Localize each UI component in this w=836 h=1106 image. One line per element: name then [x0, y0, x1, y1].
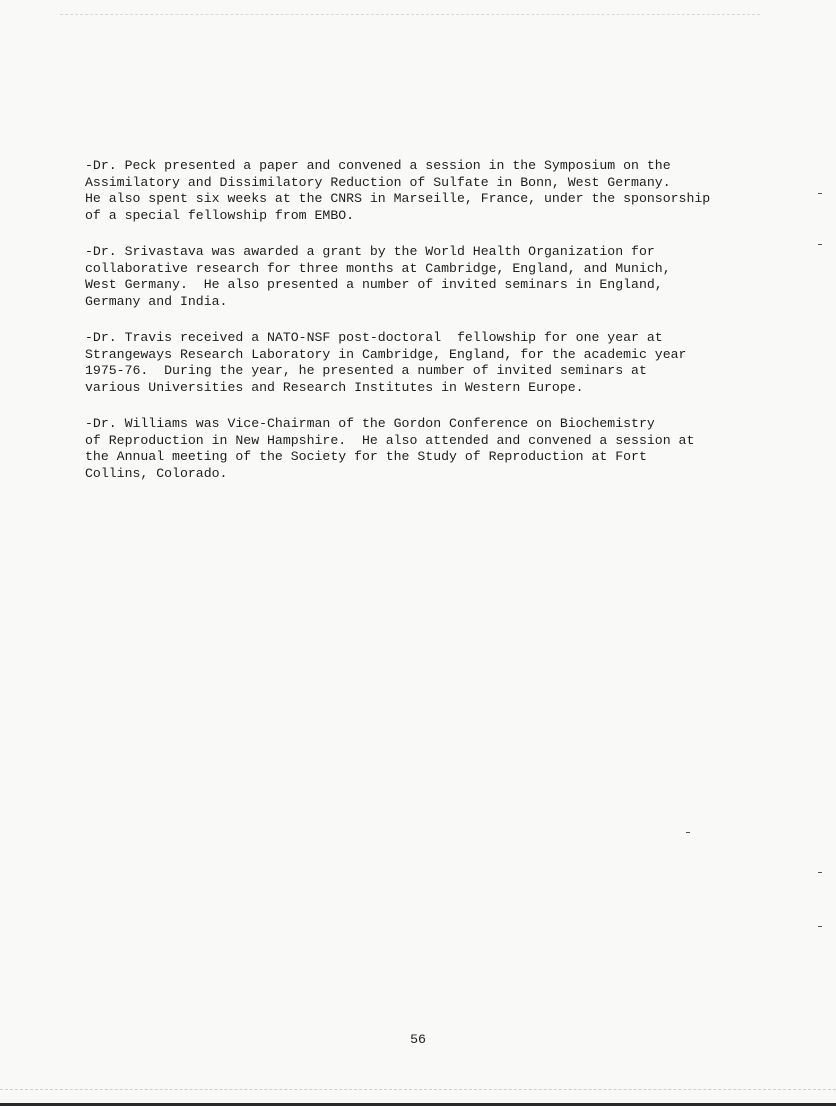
- scan-speck: [818, 926, 822, 927]
- paragraph-williams: [85, 416, 785, 482]
- text-line: -Dr. Travis received a NATO-NSF post-doctoral fellowship for one year at: [85, 330, 663, 345]
- text-line: -Dr. Srivastava was awarded a grant by the World Health Organization for: [85, 244, 655, 259]
- text-line: of Reproduction in New Hampshire. He also attended and convened a session at: [85, 432, 695, 448]
- text-line: -Dr. Peck presented a paper and convened a session in the Symposium on the: [85, 158, 671, 173]
- text-line: He also spent six weeks at the CNRS in Marseille, France, under the sponsorship: [85, 191, 711, 206]
- text-line: Assimilatory and Dissimilatory Reduction of Sulfate in Bonn, West Germany.: [85, 174, 671, 190]
- scan-speck: [818, 244, 822, 245]
- bottom-scan-edge: [0, 1089, 836, 1090]
- text-line: Strangeways Research Laboratory in Cambridge, England, for the academic year: [85, 346, 687, 362]
- paragraph-srivastava: [85, 244, 785, 310]
- paragraph-travis: [85, 330, 785, 396]
- paragraph-peck: [85, 158, 785, 224]
- page-number: 56: [410, 1032, 426, 1047]
- text-line: Collins, Colorado.: [85, 465, 228, 481]
- scan-speck: [818, 193, 822, 194]
- body-text: [85, 158, 785, 502]
- text-line: -Dr. Williams was Vice-Chairman of the Gordon Conference on Biochemistry: [85, 416, 655, 431]
- text-line: the Annual meeting of the Society for the Study of Reproduction at Fort: [85, 449, 647, 464]
- text-line: Germany and India.: [85, 293, 228, 309]
- scan-speck: [818, 872, 822, 873]
- text-line: various Universities and Research Institutes in Western Europe.: [85, 379, 584, 395]
- text-line: of a special fellowship from EMBO.: [85, 207, 355, 223]
- top-scan-edge: [60, 14, 760, 15]
- text-line: West Germany. He also presented a number of invited seminars in England,: [85, 277, 663, 292]
- scan-speck: [686, 832, 690, 833]
- text-line: 1975-76. During the year, he presented a number of invited seminars at: [85, 363, 647, 378]
- text-line: collaborative research for three months at Cambridge, England, and Munich,: [85, 260, 671, 276]
